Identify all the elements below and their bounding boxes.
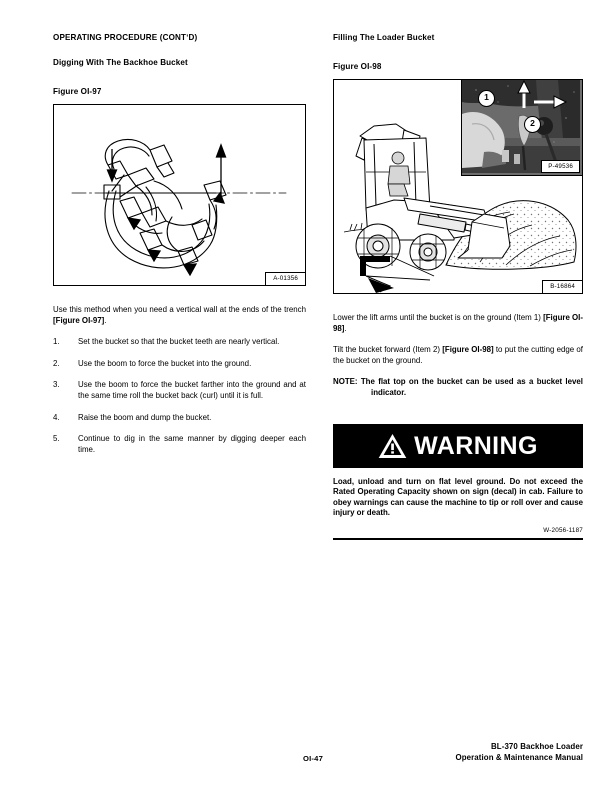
list-item [53,434,306,455]
left-intro-after: . [104,315,107,325]
warning-banner [333,424,583,468]
right-paragraph-1 [333,313,583,334]
callout-marker-1: 1 [478,90,495,107]
list-item [53,413,306,424]
right-p1-before: Lower the lift arms until the bucket is on the ground (Item 1) [333,313,544,322]
step-text: Use the boom to force the bucket farther into the ground and at the same time roll the bucket back (curl) until it is full. [78,380,306,400]
left-intro-figure-ref: [Figure OI-97] [53,315,105,325]
step-text: Set the bucket so that the bucket teeth are nearly vertical. [78,337,280,347]
warning-bottom-rule [333,538,583,540]
right-paragraph-2 [333,345,583,366]
left-subheading: Digging With The Backhoe Bucket [53,58,188,67]
right-p2-before: Tilt the bucket forward (Item 2) [333,345,443,355]
step-number: 4. [53,412,60,422]
page-section-heading: OPERATING PROCEDURE (CONTʼD) [53,33,198,42]
step-text: Continue to dig in the same manner by digging deeper each time. [78,434,306,454]
left-intro-paragraph [53,305,306,326]
inset-photo-id: P-49536 [541,160,580,173]
footer-manual-line-2: Operation & Maintenance Manual [455,753,583,762]
procedure-step-list [53,337,306,455]
step-number: 3. [53,380,60,390]
footer-page-number: OI-47 [303,754,323,763]
footer-manual-title [455,741,583,763]
list-item [53,337,306,348]
figure-oi-98 [333,79,583,294]
note-paragraph: NOTE: The flat top on the bucket can be used as a bucket level indicator. [333,377,583,397]
warning-block [333,424,583,541]
step-number: 5. [53,434,60,444]
list-item [53,380,306,401]
right-p2-figure-ref: [Figure OI-98] [442,345,494,355]
left-figure-label: Figure OI-97 [53,87,102,96]
footer-manual-line-1: BL-370 Backhoe Loader [491,742,583,751]
warning-body: Load, unload and turn on flat level ground. Do not exceed the Rated Operating Capacity shown on sign (decal) in cab. Failure to obey warnings can cause the machine to tip or roll over and cause injury or death. [333,476,583,518]
right-p1-figure-ref: [Figure OI-98] [333,313,583,333]
backhoe-bucket-digging-diagram [54,105,305,285]
right-p2-after: to put the cutting edge of the bucket on the ground. [333,345,584,365]
step-text: Use the boom to force the bucket into the ground. [78,358,252,368]
right-figure-label: Figure OI-98 [333,62,382,71]
warning-title: WARNING [414,431,538,460]
right-subheading: Filling The Loader Bucket [333,33,435,42]
left-column [53,33,306,466]
list-item [53,359,306,370]
right-p1-after: . [344,323,347,333]
step-number: 2. [53,358,60,368]
control-lever-photo-inset [461,79,583,176]
step-number: 1. [53,337,60,347]
right-figure-id: B-16864 [542,280,583,294]
step-text: Raise the boom and dump the bucket. [78,412,212,422]
page-footer [53,737,583,763]
warning-triangle-icon [378,433,407,459]
warning-id: W-2056-1187 [543,526,583,534]
callout-marker-2: 2 [524,116,541,133]
right-column [333,33,583,540]
left-figure-id: A-01356 [265,272,306,286]
figure-oi-97 [53,104,306,286]
left-intro-before: Use this method when you need a vertical wall at the ends of the trench [53,305,306,314]
